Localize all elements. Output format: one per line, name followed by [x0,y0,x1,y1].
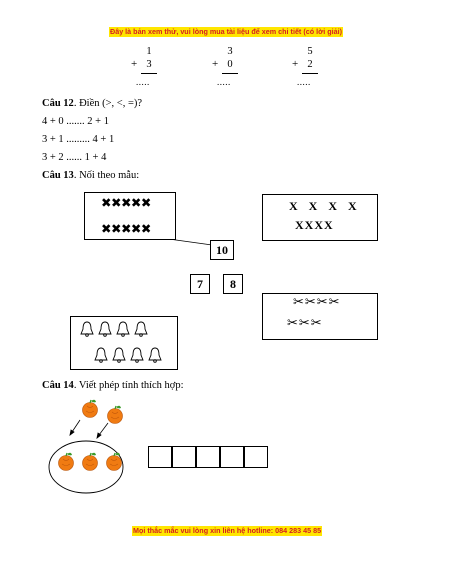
addend-top: 5 [307,46,313,57]
answer-cell[interactable] [244,446,268,468]
answer-cell[interactable] [172,446,196,468]
addend-top: 1 [146,46,152,57]
cross-box-10 [84,192,176,240]
question-14-title [42,380,184,391]
question-text: . Nối theo mẫu: [73,170,140,181]
addend-top: 3 [227,46,233,57]
x-row: X X X X [289,199,361,213]
bell-box-8 [70,316,178,370]
answer-cell[interactable] [148,446,172,468]
addend-bottom: 3 [146,59,152,70]
addend-bottom: 0 [227,59,233,70]
plus-sign: + [131,58,138,70]
preview-banner: Đây là bản xem thử, vui lòng mua tài liệu để xem chi tiết (có lời giải) [110,27,342,36]
answer-box-row [148,446,272,470]
compare-line-3: 3 + 2 ...... 1 + 4 [42,152,107,163]
answer-cell[interactable] [220,446,244,468]
bell-row [77,319,157,337]
scissors-box-7 [262,293,378,340]
x-row: XXXX [295,218,334,232]
number-10: 10 [210,240,234,260]
orange-icon [83,400,98,418]
question-label: Câu 12 [42,98,74,109]
addend-bottom: 2 [307,59,313,70]
x-box-8 [262,194,378,241]
orange-icon [108,406,123,424]
hotline-footer: Mọi thắc mắc vui lòng xin liên hệ hotline: 084 283 45 85 [133,526,322,535]
question-text: . Viết phép tính thích hợp: [73,380,184,391]
scissors-icon: ✂✂✂✂ [293,295,341,310]
answer-cell[interactable] [196,446,220,468]
answer-blank: ..... [217,77,231,87]
orange-illustration [44,395,144,495]
cross-row: ✖✖✖✖✖ [101,221,151,236]
number-7: 7 [190,274,210,294]
question-text: . Điền (>, <, =)? [73,98,143,109]
question-label: Câu 13 [42,170,74,181]
number-8: 8 [223,274,243,294]
compare-line-1: 4 + 0 ....... 2 + 1 [42,116,109,127]
bell-row [91,345,171,363]
answer-blank: ..... [297,77,311,87]
bell-icon [91,345,171,367]
bell-icon [77,319,157,341]
compare-line-2: 3 + 1 ......... 4 + 1 [42,134,115,145]
question-label: Câu 14 [42,380,74,391]
cross-row: ✖✖✖✖✖ [101,195,151,210]
plus-sign: + [292,58,299,70]
answer-blank: ..... [136,77,150,87]
scissors-icon: ✂✂✂ [287,316,323,331]
plus-sign: + [212,58,219,70]
